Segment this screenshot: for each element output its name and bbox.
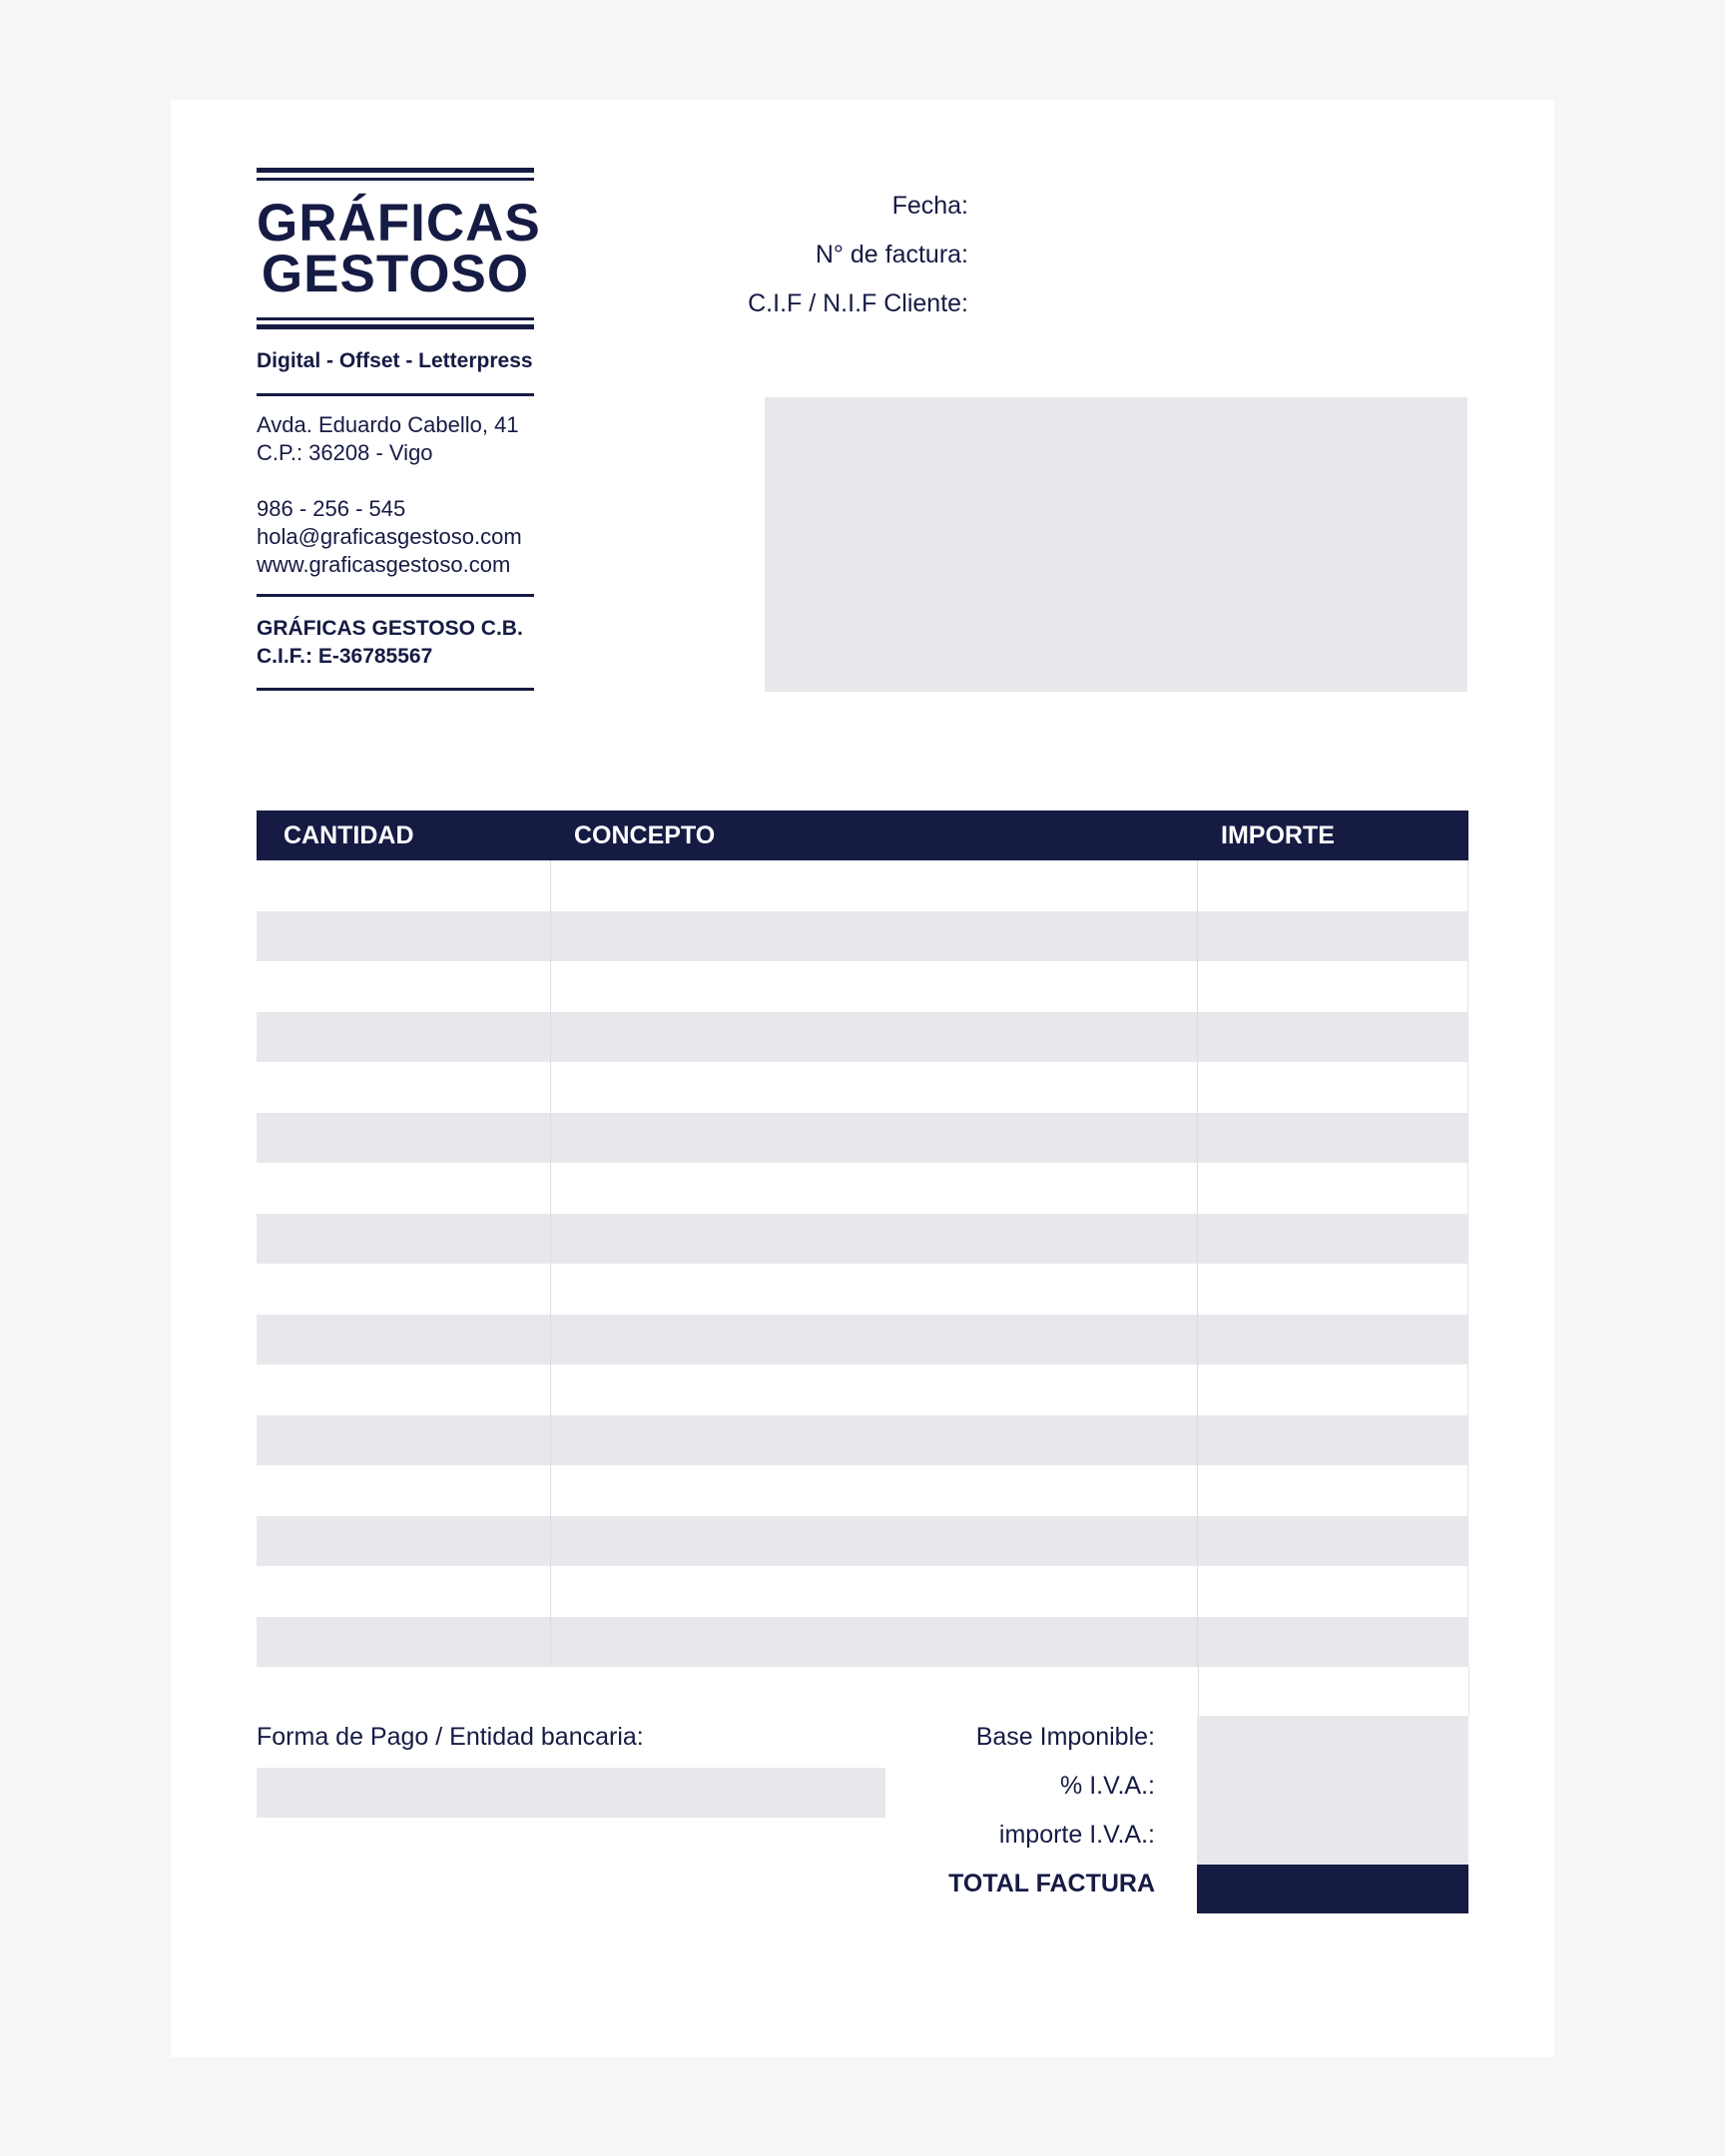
concept-cell[interactable] [551, 1364, 1198, 1415]
quantity-cell[interactable] [257, 1516, 551, 1567]
table-row [257, 1264, 1468, 1315]
company-cif: C.I.F.: E-36785567 [257, 645, 433, 668]
invoice-number-label: N° de factura: [815, 241, 968, 269]
concept-cell[interactable] [551, 1415, 1198, 1466]
quantity-cell[interactable] [257, 1214, 551, 1265]
logo-rule-top-1 [257, 168, 534, 173]
taxable-base-label: Base Imponible: [975, 1723, 1155, 1751]
amount-cell[interactable] [1198, 1113, 1468, 1164]
concept-cell[interactable] [551, 1617, 1198, 1668]
phone-number: 986 - 256 - 545 [257, 496, 406, 521]
table-row [257, 1062, 1468, 1113]
amount-cell[interactable] [1198, 860, 1468, 911]
amount-cell[interactable] [1198, 1264, 1468, 1315]
logo-rule-bottom-1 [257, 317, 534, 320]
address-line-2: C.P.: 36208 - Vigo [257, 440, 433, 465]
concept-cell[interactable] [551, 1516, 1198, 1567]
client-id-label: C.I.F / N.I.F Cliente: [748, 289, 968, 317]
concept-cell[interactable] [551, 1163, 1198, 1214]
quantity-cell[interactable] [257, 1315, 551, 1365]
amount-cell[interactable] [1198, 961, 1468, 1012]
table-row [257, 1415, 1468, 1466]
table-row [257, 1566, 1468, 1617]
amount-column-header: IMPORTE [1221, 821, 1335, 849]
items-table-header [257, 810, 1468, 860]
concept-cell[interactable] [551, 860, 1198, 911]
address-line-1: Avda. Eduardo Cabello, 41 [257, 412, 519, 437]
concept-cell[interactable] [551, 1062, 1198, 1113]
quantity-column-header: CANTIDAD [284, 821, 414, 849]
logo-rule-top-2 [257, 178, 534, 181]
concept-cell[interactable] [551, 911, 1198, 962]
invoice-page [171, 100, 1554, 2057]
email-address: hola@graficasgestoso.com [257, 524, 522, 549]
quantity-cell[interactable] [257, 1113, 551, 1164]
concept-cell[interactable] [551, 961, 1198, 1012]
table-row [257, 860, 1468, 911]
table-row [257, 1516, 1468, 1567]
table-row [257, 1465, 1468, 1516]
quantity-cell[interactable] [257, 911, 551, 962]
divider [257, 393, 534, 396]
table-row [257, 911, 1468, 962]
amount-cell[interactable] [1198, 911, 1468, 962]
date-label: Fecha: [891, 192, 968, 220]
logo-rule-bottom-2 [257, 324, 534, 329]
concept-cell[interactable] [551, 1465, 1198, 1516]
logo-word-1: GRÁFICAS [257, 194, 541, 253]
table-row [257, 1315, 1468, 1365]
amount-cell[interactable] [1198, 1415, 1468, 1466]
quantity-cell[interactable] [257, 1364, 551, 1415]
amount-cell[interactable] [1198, 1062, 1468, 1113]
concept-column-header: CONCEPTO [574, 821, 716, 849]
table-row [257, 1012, 1468, 1063]
logo-word-2: GESTOSO [261, 245, 530, 303]
quantity-cell[interactable] [257, 1062, 551, 1113]
client-details-field[interactable] [765, 397, 1467, 692]
table-row [257, 961, 1468, 1012]
quantity-cell[interactable] [257, 1415, 551, 1466]
amount-cell[interactable] [1198, 1364, 1468, 1415]
concept-cell[interactable] [551, 1315, 1198, 1365]
totals-values-field[interactable] [1197, 1716, 1468, 1865]
amount-cell[interactable] [1198, 1163, 1468, 1214]
concept-cell[interactable] [551, 1012, 1198, 1063]
table-row [257, 1113, 1468, 1164]
vat-amount-label: importe I.V.A.: [998, 1821, 1155, 1849]
amount-cell[interactable] [1198, 1566, 1468, 1617]
invoice-total-label: TOTAL FACTURA [948, 1870, 1155, 1897]
quantity-cell[interactable] [257, 860, 551, 911]
concept-cell[interactable] [551, 1566, 1198, 1617]
payment-method-field[interactable] [257, 1768, 885, 1818]
payment-method-label: Forma de Pago / Entidad bancaria: [257, 1723, 644, 1751]
items-table-body [257, 860, 1468, 1667]
concept-cell[interactable] [551, 1214, 1198, 1265]
amount-column-extension [1198, 1667, 1469, 1716]
company-legal-name: GRÁFICAS GESTOSO C.B. [257, 617, 523, 640]
amount-cell[interactable] [1198, 1465, 1468, 1516]
table-row [257, 1214, 1468, 1265]
amount-cell[interactable] [1198, 1617, 1468, 1668]
table-row [257, 1163, 1468, 1214]
vat-percent-label: % I.V.A.: [1060, 1772, 1155, 1800]
invoice-total-field[interactable] [1197, 1865, 1468, 1913]
company-tagline: Digital - Offset - Letterpress [257, 349, 533, 372]
amount-cell[interactable] [1198, 1012, 1468, 1063]
website-url: www.graficasgestoso.com [257, 552, 511, 577]
amount-cell[interactable] [1198, 1516, 1468, 1567]
quantity-cell[interactable] [257, 961, 551, 1012]
concept-cell[interactable] [551, 1113, 1198, 1164]
table-row [257, 1364, 1468, 1415]
quantity-cell[interactable] [257, 1012, 551, 1063]
quantity-cell[interactable] [257, 1264, 551, 1315]
quantity-cell[interactable] [257, 1465, 551, 1516]
table-row [257, 1617, 1468, 1668]
divider [257, 594, 534, 597]
quantity-cell[interactable] [257, 1566, 551, 1617]
amount-cell[interactable] [1198, 1315, 1468, 1365]
quantity-cell[interactable] [257, 1163, 551, 1214]
amount-cell[interactable] [1198, 1214, 1468, 1265]
concept-cell[interactable] [551, 1264, 1198, 1315]
divider [257, 688, 534, 691]
quantity-cell[interactable] [257, 1617, 551, 1668]
